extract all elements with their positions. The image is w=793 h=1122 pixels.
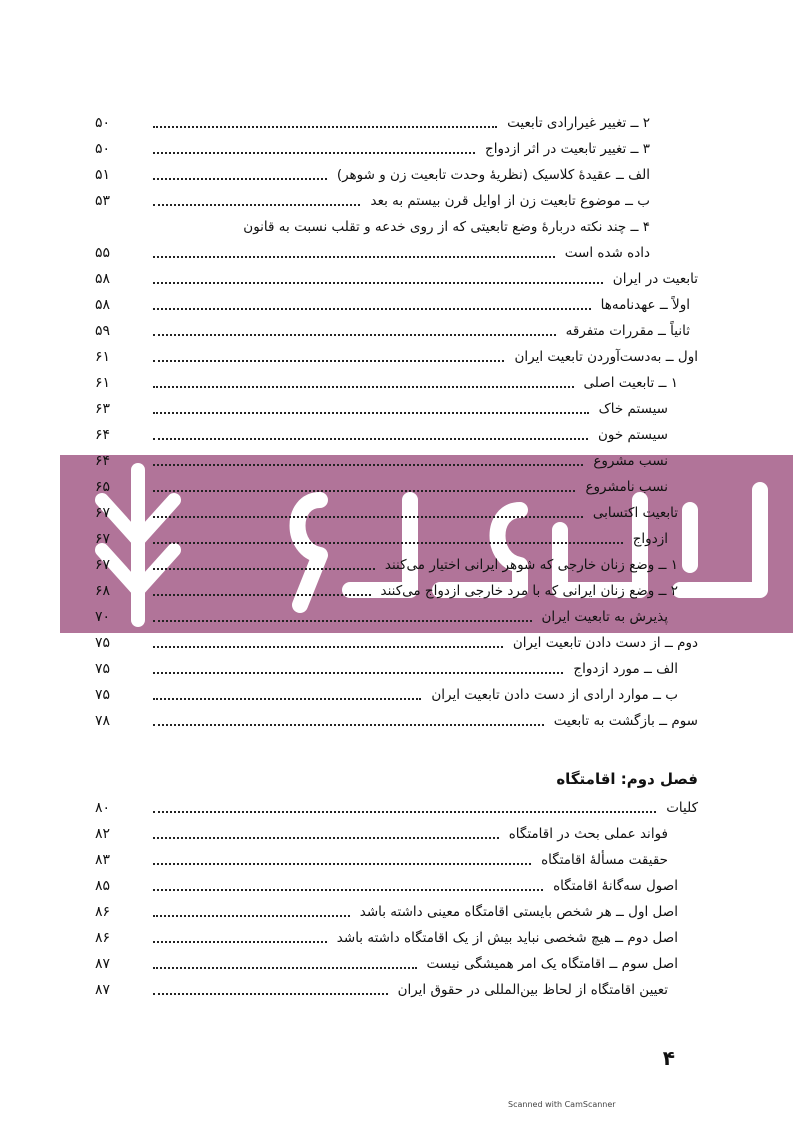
table-of-contents-chapter-2 — [95, 795, 698, 1003]
toc-entry-page: ۸۷ — [95, 982, 111, 998]
toc-entry — [95, 422, 698, 448]
dot-leader — [153, 516, 583, 518]
toc-entry-title: اول ــ به‌دست‌آوردن تابعیت ایران — [514, 349, 698, 365]
toc-entry-title: ب ــ موضوع تابعیت زن از اوایل قرن بیستم به بعد — [370, 193, 650, 209]
toc-entry-page: ۸۶ — [95, 930, 111, 946]
toc-entry-title: دوم ــ از دست دادن تابعیت ایران — [512, 635, 698, 651]
toc-entry-page: ۵۹ — [95, 323, 111, 339]
toc-entry — [95, 951, 698, 977]
toc-entry — [95, 526, 698, 552]
toc-entry-title: فواند عملی بحث در اقامتگاه — [508, 826, 668, 842]
toc-entry-page: ۸۶ — [95, 904, 111, 920]
dot-leader — [153, 282, 603, 284]
toc-entry-page: ۵۰ — [95, 115, 111, 131]
dot-leader — [153, 889, 543, 891]
toc-entry — [95, 795, 698, 821]
dot-leader — [153, 412, 589, 414]
toc-entry-title: ازدواج — [632, 531, 668, 547]
toc-entry-title: ب ــ موارد ارادی از دست دادن تابعیت ایران — [431, 687, 678, 703]
toc-entry-title: اصل دوم ــ هیچ شخصی نباید بیش از یک اقامتگاه داشته باشد — [336, 930, 678, 946]
dot-leader — [153, 464, 583, 466]
toc-entry-title: ۱ ــ تابعیت اصلی — [583, 375, 678, 391]
toc-entry-page: ۶۴ — [95, 453, 111, 469]
toc-entry — [95, 682, 698, 708]
toc-entry — [95, 977, 698, 1003]
toc-entry — [95, 925, 698, 951]
toc-entry-title: الف ــ مورد ازدواج — [573, 661, 678, 677]
toc-entry-page: ۷۵ — [95, 661, 111, 677]
toc-entry-title: نسب مشروع — [593, 453, 668, 469]
dot-leader — [153, 490, 575, 492]
toc-entry — [95, 873, 698, 899]
dot-leader — [153, 967, 417, 969]
toc-entry — [95, 136, 698, 162]
toc-entry — [95, 708, 698, 734]
toc-entry — [95, 474, 698, 500]
toc-entry-title: حقیقت مسألهٔ اقامتگاه — [541, 852, 668, 868]
toc-entry — [95, 552, 698, 578]
toc-entry — [95, 214, 698, 240]
toc-entry-title: پذیرش به تابعیت ایران — [541, 609, 668, 625]
toc-entry-title: تعیین اقامتگاه از لحاظ بین‌المللی در حقوق ایران — [397, 982, 668, 998]
toc-entry-page: ۶۴ — [95, 427, 111, 443]
toc-entry — [95, 188, 698, 214]
dot-leader — [153, 126, 497, 128]
toc-entry — [95, 266, 698, 292]
dot-leader — [153, 672, 563, 674]
toc-entry-page: ۷۰ — [95, 609, 111, 625]
dot-leader — [153, 811, 656, 813]
toc-entry — [95, 318, 698, 344]
toc-entry-page: ۷۵ — [95, 635, 111, 651]
toc-entry — [95, 370, 698, 396]
toc-entry-title: سوم ــ بازگشت به تابعیت — [553, 713, 698, 729]
toc-entry-page: ۸۰ — [95, 800, 111, 816]
toc-entry-title: تابعیت در ایران — [612, 271, 698, 287]
toc-entry — [95, 240, 698, 266]
scanner-watermark-text: Scanned with CamScanner — [508, 1100, 616, 1109]
toc-entry-title: ۴ ــ چند نکته دربارهٔ وضع تابعیتی که از روی خدعه و تقلب نسبت به قانون — [243, 219, 650, 235]
toc-entry-page: ۸۳ — [95, 852, 111, 868]
toc-entry-title: الف ــ عقیدهٔ کلاسیک (نظریهٔ وحدت تابعیت زن و شوهر) — [336, 167, 650, 183]
page-number: ۴ — [662, 1046, 675, 1070]
toc-entry-title: اصل اول ــ هر شخص بایستی اقامتگاه معینی داشته باشد — [359, 904, 678, 920]
toc-entry-title: کلیات — [666, 800, 698, 816]
dot-leader — [153, 993, 388, 995]
dot-leader — [153, 386, 574, 388]
toc-entry — [95, 847, 698, 873]
dot-leader — [153, 178, 327, 180]
toc-entry-title: ۱ ــ وضع زنان خارجی که شوهر ایرانی اختیار می‌کنند — [384, 557, 678, 573]
toc-entry-title: ثانیاً ــ مقررات متفرقه — [565, 323, 690, 339]
toc-entry-page: ۵۸ — [95, 297, 111, 313]
toc-entry-page: ۷۵ — [95, 687, 111, 703]
toc-entry — [95, 162, 698, 188]
toc-entry-page: ۸۲ — [95, 826, 111, 842]
toc-entry-title: داده شده است — [564, 245, 650, 261]
dot-leader — [153, 360, 504, 362]
toc-entry-page: ۶۱ — [95, 349, 111, 365]
dot-leader — [153, 698, 421, 700]
dot-leader — [153, 308, 591, 310]
dot-leader — [153, 863, 531, 865]
toc-entry — [95, 448, 698, 474]
dot-leader — [153, 542, 623, 544]
dot-leader — [153, 334, 556, 336]
toc-entry-page: ۵۰ — [95, 141, 111, 157]
toc-entry-page: ۶۷ — [95, 531, 111, 547]
toc-entry — [95, 344, 698, 370]
toc-entry-title: اصل سوم ــ اقامتگاه یک امر همیشگی نیست — [426, 956, 678, 972]
dot-leader — [153, 204, 360, 206]
toc-entry-page: ۵۸ — [95, 271, 111, 287]
dot-leader — [153, 438, 588, 440]
toc-entry — [95, 292, 698, 318]
toc-entry — [95, 110, 698, 136]
table-of-contents — [95, 110, 698, 734]
toc-entry-title: اصول سه‌گانهٔ اقامتگاه — [553, 878, 678, 894]
toc-entry — [95, 821, 698, 847]
toc-entry-title: سیستم خاک — [598, 401, 668, 417]
toc-entry-page: ۷۸ — [95, 713, 111, 729]
toc-entry-page: ۸۷ — [95, 956, 111, 972]
toc-entry — [95, 899, 698, 925]
dot-leader — [153, 620, 532, 622]
toc-entry-page: ۵۳ — [95, 193, 111, 209]
toc-entry-title: سیستم خون — [597, 427, 668, 443]
dot-leader — [153, 646, 503, 648]
toc-entry-page: ۶۵ — [95, 479, 111, 495]
toc-entry-title: تابعیت اکتسابی — [592, 505, 678, 521]
toc-entry — [95, 656, 698, 682]
dot-leader — [153, 152, 475, 154]
toc-entry — [95, 396, 698, 422]
toc-entry-page: ۶۷ — [95, 557, 111, 573]
dot-leader — [153, 568, 375, 570]
toc-entry-page: ۶۳ — [95, 401, 111, 417]
toc-entry — [95, 578, 698, 604]
dot-leader — [153, 256, 555, 258]
toc-entry — [95, 604, 698, 630]
toc-entry-title: ۲ ــ تغییر غیرارادی تابعیت — [507, 115, 650, 131]
toc-entry-page: ۵۵ — [95, 245, 111, 261]
toc-entry-page: ۶۸ — [95, 583, 111, 599]
toc-entry — [95, 630, 698, 656]
toc-entry-page: ۶۱ — [95, 375, 111, 391]
toc-entry-title: اولاً ــ عهدنامه‌ها — [600, 297, 690, 313]
toc-entry-title: نسب نامشروع — [585, 479, 668, 495]
dot-leader — [153, 837, 499, 839]
toc-entry-page: ۸۵ — [95, 878, 111, 894]
dot-leader — [153, 915, 350, 917]
toc-entry-page: ۵۱ — [95, 167, 111, 183]
dot-leader — [153, 941, 327, 943]
toc-entry-title: ۲ ــ وضع زنان ایرانی که با مرد خارجی ازدواج می‌کنند — [380, 583, 678, 599]
dot-leader — [153, 594, 371, 596]
chapter-heading: فصل دوم: اقامتگاه — [556, 770, 698, 788]
dot-leader — [153, 724, 544, 726]
toc-entry-page: ۶۷ — [95, 505, 111, 521]
toc-entry-title: ۳ ــ تغییر تابعیت در اثر ازدواج — [484, 141, 650, 157]
toc-entry — [95, 500, 698, 526]
